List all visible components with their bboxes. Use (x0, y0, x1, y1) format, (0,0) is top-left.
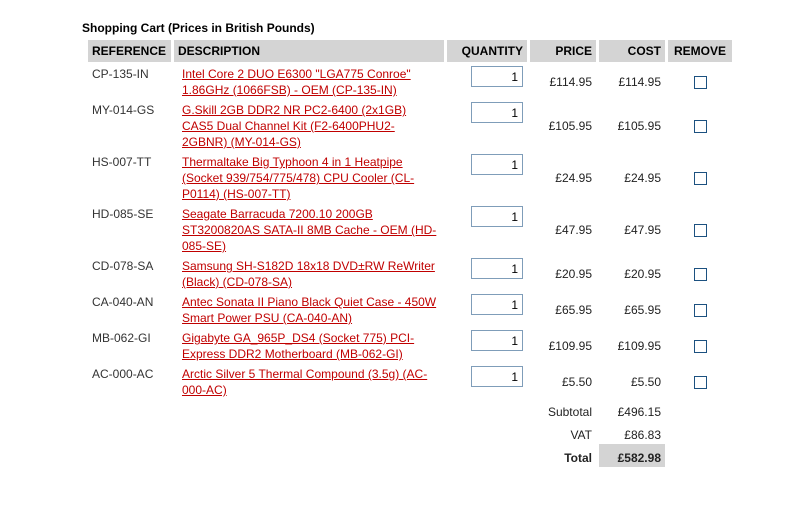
item-price: £105.95 (548, 119, 592, 133)
subtotal-label: Subtotal (547, 405, 592, 419)
item-reference: MB-062-GI (92, 331, 151, 345)
quantity-input[interactable] (471, 102, 523, 123)
col-quantity: QUANTITY (447, 40, 527, 62)
quantity-input[interactable] (471, 366, 523, 387)
vat-value: £86.83 (624, 428, 661, 442)
item-remove-cell (668, 202, 732, 254)
item-description-cell (174, 362, 444, 398)
remove-checkbox[interactable] (694, 340, 707, 353)
item-price: £65.95 (555, 303, 592, 317)
cart-row (88, 326, 732, 362)
col-reference: REFERENCE (88, 40, 171, 62)
col-cost: COST (599, 40, 665, 62)
item-price: £114.95 (549, 75, 592, 89)
item-cost: £24.95 (624, 171, 661, 185)
item-reference: MY-014-GS (92, 103, 155, 117)
item-reference: CA-040-AN (92, 295, 154, 309)
quantity-input[interactable] (471, 294, 523, 315)
remove-checkbox[interactable] (694, 76, 707, 89)
item-description-link[interactable]: Thermaltake Big Typhoon 4 in 1 Heatpipe (Socket 939/754/775/478) CPU Cooler (CL-P0114) (HS-007-TT) (182, 155, 415, 201)
quantity-input[interactable] (471, 258, 523, 279)
quantity-input[interactable] (471, 206, 523, 227)
item-quantity-cell (447, 362, 527, 398)
item-quantity-cell (447, 98, 527, 150)
item-description-cell (174, 326, 444, 362)
cart-row (88, 254, 732, 290)
item-description-link[interactable]: Antec Sonata II Piano Black Quiet Case - 450W Smart Power PSU (CA-040-AN) (182, 295, 437, 325)
item-description-link[interactable]: Intel Core 2 DUO E6300 "LGA775 Conroe" 1.86GHz (1066FSB) - OEM (CP-135-IN) (182, 67, 411, 97)
cart-row (88, 290, 732, 326)
subtotal-value: £496.15 (617, 405, 661, 419)
item-quantity-cell (447, 326, 527, 362)
item-description-link[interactable]: Arctic Silver 5 Thermal Compound (3.5g) (AC-000-AC) (182, 367, 428, 397)
cart-table (85, 40, 735, 467)
item-quantity-cell (447, 254, 527, 290)
remove-checkbox[interactable] (694, 268, 707, 281)
item-cost: £47.95 (624, 223, 661, 237)
item-quantity-cell (447, 202, 527, 254)
item-description-cell (174, 150, 444, 202)
item-description-link[interactable]: G.Skill 2GB DDR2 NR PC2-6400 (2x1GB) CAS5 Dual Channel Kit (F2-6400PHU2-2GBNR) (MY-014-GS) (182, 103, 407, 149)
item-description-cell (174, 98, 444, 150)
item-quantity-cell (447, 62, 527, 98)
item-cost: £5.50 (630, 375, 661, 389)
item-description-cell (174, 254, 444, 290)
total-value: £582.98 (599, 444, 665, 467)
cart-row (88, 62, 732, 98)
cart-row (88, 98, 732, 150)
cart-row (88, 362, 732, 398)
item-reference: CP-135-IN (92, 67, 149, 81)
remove-checkbox[interactable] (694, 376, 707, 389)
item-remove-cell (668, 62, 732, 98)
quantity-input[interactable] (471, 330, 523, 351)
item-reference: AC-000-AC (92, 367, 154, 381)
page-title: Shopping Cart (Prices in British Pounds) (82, 21, 315, 35)
item-cost: £105.95 (617, 119, 661, 133)
remove-checkbox[interactable] (694, 304, 707, 317)
item-price: £47.95 (555, 223, 592, 237)
cart-row (88, 202, 732, 254)
item-reference: CD-078-SA (92, 259, 154, 273)
remove-checkbox[interactable] (694, 224, 707, 237)
item-price: £5.50 (561, 375, 592, 389)
item-remove-cell (668, 98, 732, 150)
item-description-link[interactable]: Gigabyte GA_965P_DS4 (Socket 775) PCI-Express DDR2 Motherboard (MB-062-GI) (182, 331, 415, 361)
item-price: £20.95 (555, 267, 592, 281)
item-description-cell (174, 62, 444, 98)
header-row (88, 40, 732, 62)
cart-row (88, 150, 732, 202)
total-row (88, 444, 732, 467)
item-remove-cell (668, 254, 732, 290)
item-remove-cell (668, 150, 732, 202)
item-description-cell (174, 290, 444, 326)
item-reference: HS-007-TT (92, 155, 152, 169)
remove-checkbox[interactable] (694, 120, 707, 133)
item-price: £24.95 (555, 171, 592, 185)
item-remove-cell (668, 362, 732, 398)
item-cost: £109.95 (617, 339, 661, 353)
col-remove: REMOVE (668, 40, 732, 62)
col-price: PRICE (530, 40, 596, 62)
subtotal-row (88, 398, 732, 421)
item-description-cell (174, 202, 444, 254)
item-remove-cell (668, 290, 732, 326)
item-description-link[interactable]: Samsung SH-S182D 18x18 DVD±RW ReWriter (Black) (CD-078-SA) (182, 259, 435, 289)
item-price: £109.95 (548, 339, 592, 353)
quantity-input[interactable] (471, 66, 523, 87)
item-cost: £114.95 (618, 75, 661, 89)
item-reference: HD-085-SE (92, 207, 154, 221)
quantity-input[interactable] (471, 154, 523, 175)
total-label: Total (564, 451, 592, 465)
item-description-link[interactable]: Seagate Barracuda 7200.10 200GB ST3200820AS SATA-II 8MB Cache - OEM (HD-085-SE) (182, 207, 437, 253)
item-quantity-cell (447, 290, 527, 326)
vat-label: VAT (570, 428, 592, 442)
item-quantity-cell (447, 150, 527, 202)
item-cost: £65.95 (624, 303, 661, 317)
col-description: DESCRIPTION (174, 40, 444, 62)
item-cost: £20.95 (624, 267, 661, 281)
vat-row (88, 421, 732, 444)
remove-checkbox[interactable] (694, 172, 707, 185)
item-remove-cell (668, 326, 732, 362)
